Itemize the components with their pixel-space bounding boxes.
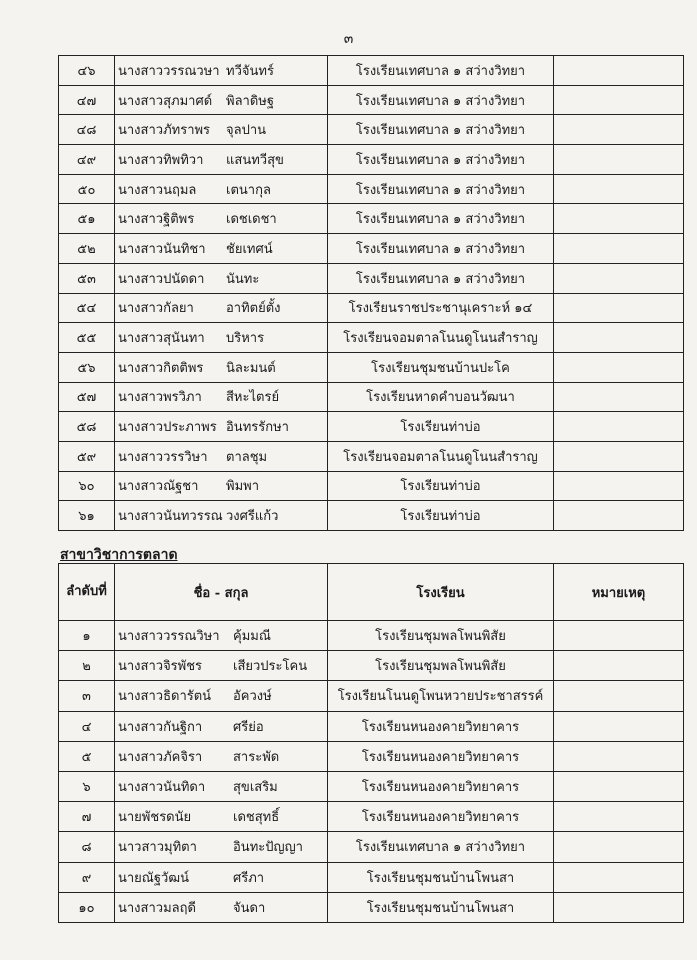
note-cell	[554, 471, 684, 501]
name-wrap	[115, 505, 327, 526]
first-name: นางสาวจิรพัชร	[118, 659, 203, 675]
student-name-cell	[115, 892, 328, 922]
student-list-table-continued	[58, 55, 684, 531]
name-wrap	[115, 685, 327, 706]
school-cell: โรงเรียนชุมชนบ้านปะโค	[328, 352, 554, 382]
last-name: อินทะปัญญา	[233, 840, 303, 856]
first-name: นางสาวสุนันทา	[118, 331, 205, 347]
name-wrap	[115, 357, 327, 378]
header-school: โรงเรียน	[328, 564, 554, 621]
note-cell	[554, 412, 684, 442]
student-name-cell	[115, 862, 328, 892]
last-name: ศรีภา	[233, 870, 265, 886]
school-cell: โรงเรียนเทศบาล ๑ สว่างวิทยา	[328, 115, 554, 145]
first-name: นางสาวมลฤดี	[118, 900, 196, 916]
note-cell	[554, 802, 684, 832]
table-row	[59, 711, 684, 741]
table-body	[59, 56, 684, 531]
name-wrap	[115, 90, 327, 111]
table-row	[59, 501, 684, 531]
row-number: ๙	[59, 862, 115, 892]
page-number: ๓	[343, 31, 354, 47]
row-number: ๕๑	[59, 204, 115, 234]
last-name: พิลาดิษฐ	[226, 93, 275, 109]
school-cell: โรงเรียนเทศบาล ๑ สว่างวิทยา	[328, 204, 554, 234]
row-number: ๗	[59, 802, 115, 832]
student-name-cell	[115, 802, 328, 832]
table-header	[59, 564, 684, 621]
school-cell: โรงเรียนหนองคายวิทยาคาร	[328, 771, 554, 801]
first-name: นางสาวสุภมาศด์	[118, 93, 213, 109]
table-row	[59, 234, 684, 264]
first-name: นางสาวทิพทิวา	[118, 152, 204, 168]
row-number: ๔๙	[59, 145, 115, 175]
student-name-cell	[115, 263, 328, 293]
student-name-cell	[115, 501, 328, 531]
last-name: จันดา	[233, 900, 266, 916]
name-wrap	[115, 327, 327, 348]
table-row	[59, 771, 684, 801]
note-cell	[554, 441, 684, 471]
name-wrap	[115, 119, 327, 140]
first-name: นางสาวธิดารัตน์	[118, 689, 212, 705]
row-number: ๕๖	[59, 352, 115, 382]
note-cell	[554, 621, 684, 651]
student-name-cell	[115, 441, 328, 471]
note-cell	[554, 651, 684, 681]
name-wrap	[115, 238, 327, 259]
student-name-cell	[115, 234, 328, 264]
last-name: วงศรีแก้ว	[226, 509, 279, 525]
name-wrap	[115, 386, 327, 407]
name-wrap	[115, 446, 327, 467]
last-name: สาระพัด	[233, 749, 280, 765]
school-cell: โรงเรียนท่าบ่อ	[328, 412, 554, 442]
note-cell	[554, 681, 684, 711]
name-wrap	[115, 806, 327, 827]
name-wrap	[115, 655, 327, 676]
school-cell: โรงเรียนโนนดูโพนหวายประชาสรรค์	[328, 681, 554, 711]
name-wrap	[115, 475, 327, 496]
table-row	[59, 681, 684, 711]
last-name: ตาลชุม	[226, 449, 268, 465]
school-cell: โรงเรียนหนองคายวิทยาคาร	[328, 802, 554, 832]
first-name: นางสาวปนัดดา	[118, 271, 205, 287]
name-wrap	[115, 416, 327, 437]
name-wrap	[115, 149, 327, 170]
table-row	[59, 382, 684, 412]
first-name: นางสาวนันทิดา	[118, 780, 206, 796]
row-number: ๔๖	[59, 56, 115, 86]
student-name-cell	[115, 412, 328, 442]
note-cell	[554, 862, 684, 892]
last-name: บริหาร	[226, 331, 265, 347]
name-wrap	[115, 60, 327, 81]
school-cell: โรงเรียนเทศบาล ๑ สว่างวิทยา	[328, 263, 554, 293]
name-wrap	[115, 716, 327, 737]
name-wrap	[115, 179, 327, 200]
note-cell	[554, 771, 684, 801]
student-name-cell	[115, 621, 328, 651]
last-name: เดชเดชา	[226, 212, 277, 228]
school-cell: โรงเรียนจอมตาลโนนดูโนนสำราญ	[328, 441, 554, 471]
row-number: ๕๕	[59, 323, 115, 353]
student-name-cell	[115, 115, 328, 145]
name-wrap	[115, 268, 327, 289]
student-name-cell	[115, 832, 328, 862]
row-number: ๖๑	[59, 501, 115, 531]
note-cell	[554, 323, 684, 353]
table-row	[59, 832, 684, 862]
table-row	[59, 651, 684, 681]
first-name: นางสาวณัฐชา	[118, 479, 199, 495]
school-cell: โรงเรียนท่าบ่อ	[328, 471, 554, 501]
note-cell	[554, 204, 684, 234]
school-cell: โรงเรียนเทศบาล ๑ สว่างวิทยา	[328, 832, 554, 862]
last-name: อัควงษ์	[233, 689, 272, 705]
student-name-cell	[115, 651, 328, 681]
student-name-cell	[115, 771, 328, 801]
row-number: ๕๐	[59, 174, 115, 204]
note-cell	[554, 293, 684, 323]
first-name: นางสาวฐิติพร	[118, 212, 195, 228]
note-cell	[554, 174, 684, 204]
school-cell: โรงเรียนเทศบาล ๑ สว่างวิทยา	[328, 234, 554, 264]
student-name-cell	[115, 293, 328, 323]
first-name: นางสาวภัคจิรา	[118, 749, 203, 765]
table-row	[59, 621, 684, 651]
table-row	[59, 471, 684, 501]
row-number: ๘	[59, 832, 115, 862]
student-name-cell	[115, 352, 328, 382]
school-cell: โรงเรียนจอมตาลโนนดูโนนสำราญ	[328, 323, 554, 353]
student-name-cell	[115, 681, 328, 711]
note-cell	[554, 85, 684, 115]
school-cell: โรงเรียนเทศบาล ๑ สว่างวิทยา	[328, 174, 554, 204]
table-row	[59, 802, 684, 832]
row-number: ๕	[59, 741, 115, 771]
last-name: เตนากุล	[226, 182, 271, 198]
first-name: นางสาวนันทวรรณ	[118, 509, 223, 525]
table-row	[59, 174, 684, 204]
table-row	[59, 412, 684, 442]
last-name: จุลปาน	[226, 123, 267, 139]
last-name: นิละมนต์	[226, 360, 276, 376]
last-name: อินทรรักษา	[226, 420, 289, 436]
last-name: แสนทวีสุข	[226, 152, 284, 168]
last-name: สีหะไตรย์	[226, 390, 280, 406]
school-cell: โรงเรียนหาดคำบอนวัฒนา	[328, 382, 554, 412]
note-cell	[554, 56, 684, 86]
marketing-student-table	[58, 563, 684, 923]
table-row	[59, 145, 684, 175]
note-cell	[554, 711, 684, 741]
last-name: เดชสุทธิ์	[233, 810, 280, 826]
row-number: ๕๓	[59, 263, 115, 293]
name-wrap	[115, 897, 327, 918]
first-name: นางสาววรรณวษา	[118, 63, 220, 79]
header-row	[59, 564, 684, 621]
note-cell	[554, 501, 684, 531]
first-name: นางสาวภัทราพร	[118, 123, 211, 139]
student-name-cell	[115, 471, 328, 501]
student-name-cell	[115, 382, 328, 412]
name-wrap	[115, 746, 327, 767]
school-cell: โรงเรียนหนองคายวิทยาคาร	[328, 711, 554, 741]
first-name: นาวสาวมุทิตา	[118, 840, 197, 856]
row-number: ๕๘	[59, 412, 115, 442]
last-name: เสียวประโคน	[233, 659, 308, 675]
row-number: ๖	[59, 771, 115, 801]
row-number: ๕๗	[59, 382, 115, 412]
row-number: ๓	[59, 681, 115, 711]
note-cell	[554, 115, 684, 145]
note-cell	[554, 263, 684, 293]
header-name: ชื่อ - สกุล	[115, 564, 328, 621]
first-name: นางสาวกิตติพร	[118, 360, 204, 376]
school-cell: โรงเรียนชุมชนบ้านโพนสา	[328, 862, 554, 892]
row-number: ๑๐	[59, 892, 115, 922]
note-cell	[554, 382, 684, 412]
first-name: นางสาวนันทิชา	[118, 241, 206, 257]
first-name: นางสาวกันฐิกา	[118, 719, 203, 735]
table-row	[59, 293, 684, 323]
school-cell: โรงเรียนเทศบาล ๑ สว่างวิทยา	[328, 56, 554, 86]
note-cell	[554, 234, 684, 264]
school-cell: โรงเรียนชุมพลโพนพิสัย	[328, 651, 554, 681]
name-wrap	[115, 297, 327, 318]
student-name-cell	[115, 204, 328, 234]
note-cell	[554, 832, 684, 862]
name-wrap	[115, 867, 327, 888]
last-name: อาทิตย์ตั้ง	[226, 301, 281, 317]
last-name: ชัยเทศน์	[226, 241, 273, 257]
student-name-cell	[115, 85, 328, 115]
school-cell: โรงเรียนหนองคายวิทยาคาร	[328, 741, 554, 771]
student-name-cell	[115, 145, 328, 175]
first-name: นางสาวประภาพร	[118, 420, 217, 436]
row-number: ๖๐	[59, 471, 115, 501]
first-name: นางสาววรรวิษา	[118, 449, 208, 465]
note-cell	[554, 352, 684, 382]
school-cell: โรงเรียนท่าบ่อ	[328, 501, 554, 531]
student-name-cell	[115, 174, 328, 204]
table-row	[59, 56, 684, 86]
table-row	[59, 204, 684, 234]
row-number: ๔๗	[59, 85, 115, 115]
row-number: ๒	[59, 651, 115, 681]
note-cell	[554, 741, 684, 771]
name-wrap	[115, 208, 327, 229]
school-cell: โรงเรียนเทศบาล ๑ สว่างวิทยา	[328, 85, 554, 115]
table-row	[59, 115, 684, 145]
name-wrap	[115, 776, 327, 797]
last-name: สุขเสริม	[233, 780, 278, 796]
row-number: ๑	[59, 621, 115, 651]
note-cell	[554, 145, 684, 175]
note-cell	[554, 892, 684, 922]
table-row	[59, 263, 684, 293]
last-name: ศรีย่อ	[233, 719, 264, 735]
row-number: ๕๒	[59, 234, 115, 264]
last-name: พิมพา	[226, 479, 260, 495]
first-name: นางสาววรรณวิษา	[118, 629, 220, 645]
student-name-cell	[115, 711, 328, 741]
student-name-cell	[115, 741, 328, 771]
table-row	[59, 741, 684, 771]
table-row	[59, 323, 684, 353]
section-title-marketing: สาขาวิชาการตลาด	[60, 547, 178, 563]
table-body	[59, 621, 684, 923]
name-wrap	[115, 836, 327, 857]
header-note: หมายเหตุ	[554, 564, 684, 621]
table-row	[59, 441, 684, 471]
table-row	[59, 85, 684, 115]
school-cell: โรงเรียนราชประชานุเคราะห์ ๑๔	[328, 293, 554, 323]
last-name: คุ้มมณี	[233, 629, 271, 645]
header-order: ลำดับที่	[59, 564, 115, 621]
first-name: นางสาวพรวิภา	[118, 390, 202, 406]
student-name-cell	[115, 56, 328, 86]
row-number: ๕๙	[59, 441, 115, 471]
table-row	[59, 892, 684, 922]
school-cell: โรงเรียนเทศบาล ๑ สว่างวิทยา	[328, 145, 554, 175]
name-wrap	[115, 625, 327, 646]
row-number: ๔	[59, 711, 115, 741]
last-name: นันทะ	[226, 271, 260, 287]
first-name: นางสาวกัลยา	[118, 301, 194, 317]
table-row	[59, 352, 684, 382]
row-number: ๔๘	[59, 115, 115, 145]
first-name: นายณัฐวัฒน์	[118, 870, 189, 886]
row-number: ๕๔	[59, 293, 115, 323]
last-name: ทวีจันทร์	[226, 63, 274, 79]
table-row	[59, 862, 684, 892]
first-name: นางสาวนฤมล	[118, 182, 197, 198]
school-cell: โรงเรียนชุมพลโพนพิสัย	[328, 621, 554, 651]
student-name-cell	[115, 323, 328, 353]
school-cell: โรงเรียนชุมชนบ้านโพนสา	[328, 892, 554, 922]
first-name: นายพัชรดนัย	[118, 810, 192, 826]
